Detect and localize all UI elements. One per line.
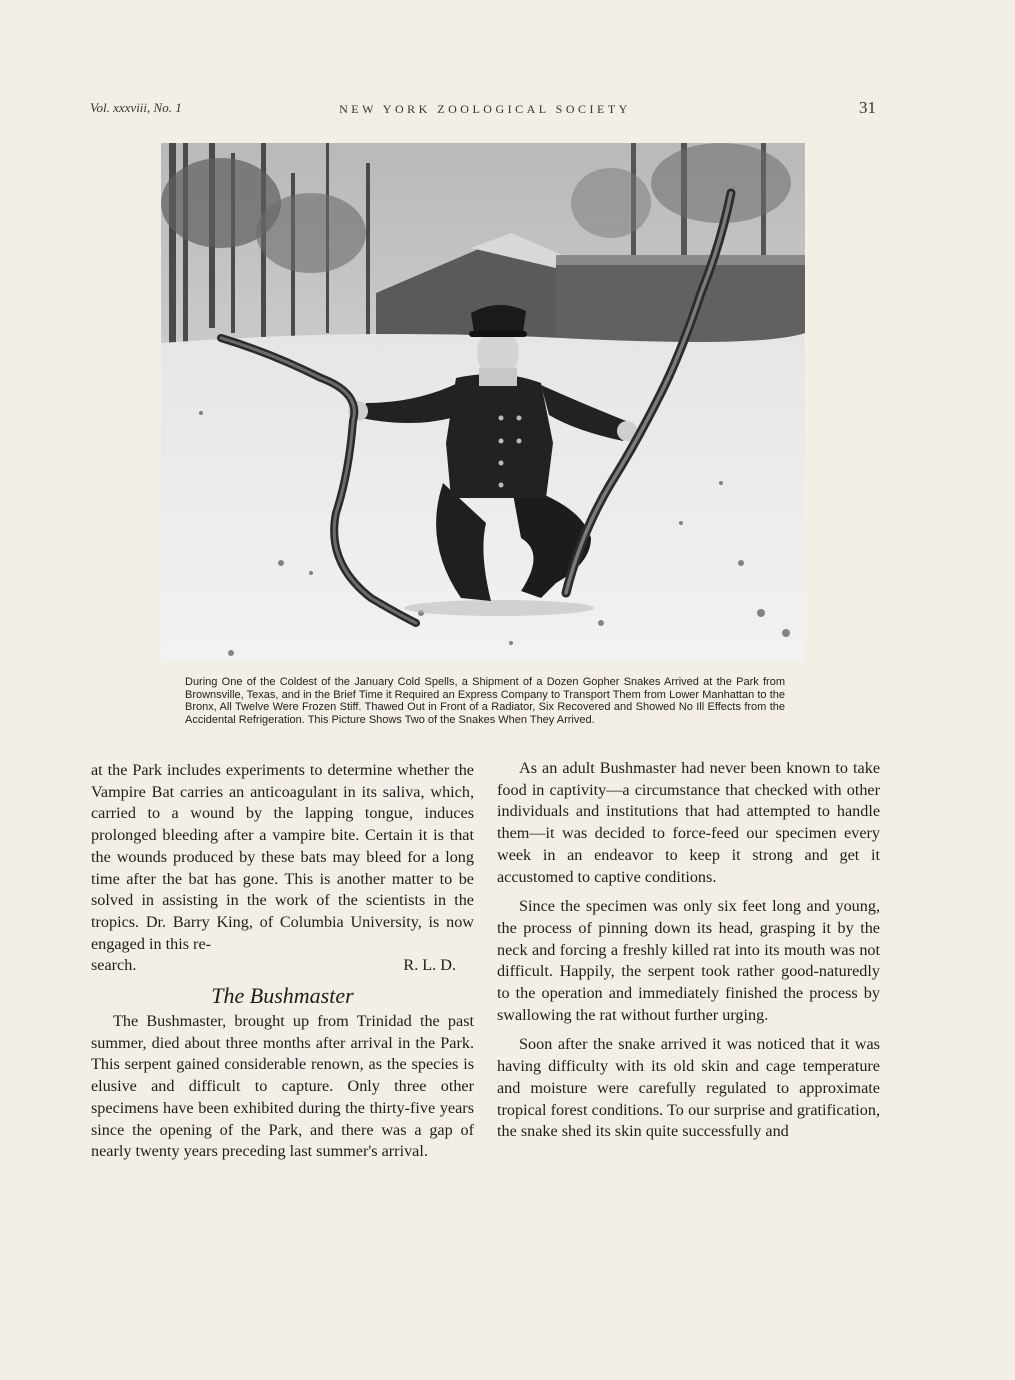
skin-shedding-paragraph: Soon after the snake arrived it was noticed that it was having difficulty with its old skin and cage temperature and moisture were carefully regulated to approximate tropical forest conditions. To our surprise and gratification, the snake shed its skin quite successfully and — [497, 1035, 880, 1141]
section-heading: The Bushmaster — [211, 983, 354, 1009]
snake-photograph — [161, 143, 805, 662]
right-column — [497, 758, 880, 1143]
force-feed-paragraph: As an adult Bushmaster had never been known to take food in captivity—a circumstance that checked with other individuals and institutions that had attempted to handle them—it was decided to force-feed our specimen every week in an endeavor to keep it strong and get it accustomed to captive conditions. — [497, 759, 880, 886]
photo-caption: During One of the Coldest of the January Cold Spells, a Shipment of a Dozen Gopher Snakes Arrived at the Park from Brownsville, Texas, and in the Brief Time it Required an Express Company to Transport Them from Lower Manhattan to the Bronx, All Twelve Were Frozen Stiff. Thawed Out in Front of a Radiator, Six Recovered and Showed No Ill Effects from the Accidental Refrigeration. This Picture Shows Two of the Snakes When They Arrived. — [185, 676, 785, 726]
paragraph-ending: search. — [91, 956, 137, 975]
feeding-process-paragraph: Since the specimen was only six feet long and young, the process of pinning down its head, grasping it by the neck and forcing a freshly killed rat into its mouth was not difficult. Happily, the serpent took rather good-naturedly to the operation and immediately finished the process by swallowing the rat without further urging. — [497, 897, 880, 1024]
vampire-bat-paragraph: at the Park includes experiments to determine whether the Vampire Bat carries an anticoagulant in its saliva, which, carried to a wound by the lapping tongue, induces prolonged bleeding after a vampire bite. Certain it is that the wounds produced by these bats may bleed for a long time after the bat has gone. This is another matter to be solved in assisting in the work of the scientists in the tropics. Dr. Barry King, of Columbia University, is now engaged in this re- — [91, 761, 474, 953]
article-end-line — [91, 955, 474, 977]
bushmaster-intro-paragraph: The Bushmaster, brought up from Trinidad the past summer, died about three months after arrival in the Park. This serpent gained considerable renown, as the species is elusive and difficult to capture. Only three other specimens have been exhibited during the thirty-five years since the opening of the Park, and there was a gap of nearly twenty years preceding last summer's arrival. — [91, 1012, 474, 1161]
volume-label: Vol. xxxviii, No. 1 — [90, 100, 182, 115]
publication-title: NEW YORK ZOOLOGICAL SOCIETY — [339, 102, 631, 116]
author-initials: R. L. D. — [403, 956, 456, 975]
page-number: 31 — [859, 98, 876, 117]
left-column — [91, 760, 474, 1163]
running-header — [90, 100, 880, 120]
